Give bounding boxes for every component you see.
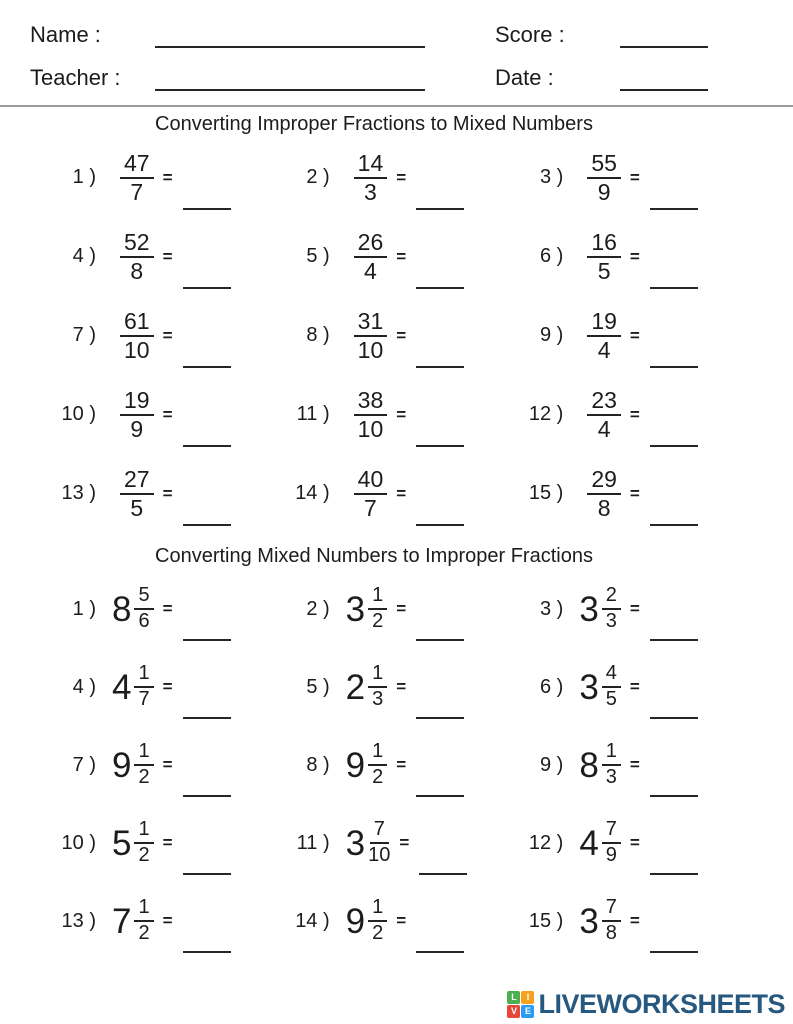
header-row-2 <box>30 61 763 91</box>
equals-sign: = <box>396 677 407 696</box>
logo-tile-v: V <box>507 1005 520 1018</box>
whole-number: 3 <box>345 589 366 629</box>
fraction-numerator: 47 <box>120 151 154 179</box>
fraction-numerator: 4 <box>602 663 621 688</box>
teacher-label: Teacher : <box>30 64 121 90</box>
score-label: Score : <box>495 21 565 47</box>
fraction <box>587 151 621 205</box>
whole-number: 4 <box>579 823 599 863</box>
answer-blank[interactable] <box>650 873 698 875</box>
problem-number: 1 ) <box>72 166 96 188</box>
improper-fraction-problem <box>42 296 276 375</box>
fraction-numerator: 14 <box>354 151 388 179</box>
fraction-numerator: 52 <box>120 230 154 258</box>
equals-sign: = <box>162 167 173 187</box>
fraction-denominator: 9 <box>130 415 144 442</box>
whole-number: 3 <box>579 589 599 629</box>
fraction <box>354 309 388 363</box>
problem-number: 1 ) <box>72 597 96 620</box>
fraction-denominator: 9 <box>605 844 617 866</box>
answer-blank[interactable] <box>650 366 698 368</box>
score-input-line[interactable] <box>620 24 708 48</box>
fraction <box>587 388 621 442</box>
mixed-number-problem <box>276 726 510 804</box>
answer-blank[interactable] <box>416 951 464 953</box>
equals-sign: = <box>629 911 640 930</box>
fraction <box>587 309 621 363</box>
answer-blank[interactable] <box>416 287 464 289</box>
liveworksheets-logo-icon <box>507 991 534 1018</box>
improper-fraction-problem <box>276 138 510 217</box>
answer-blank[interactable] <box>650 795 698 797</box>
improper-fraction-problem <box>509 217 743 296</box>
fraction-numerator: 1 <box>368 585 387 610</box>
fraction-numerator: 26 <box>354 230 388 258</box>
name-input-line[interactable] <box>155 24 425 48</box>
improper-fraction-problem <box>42 454 276 533</box>
equals-sign: = <box>396 325 407 345</box>
whole-number: 5 <box>112 823 132 863</box>
fraction-numerator: 2 <box>602 585 621 610</box>
mixed-number-problem <box>276 570 510 648</box>
fraction-denominator: 8 <box>597 494 611 521</box>
fraction-numerator: 55 <box>587 151 621 179</box>
equals-sign: = <box>629 677 640 696</box>
problem-number: 9 ) <box>539 324 564 346</box>
fraction <box>602 741 621 788</box>
fraction-numerator: 29 <box>587 467 621 495</box>
whole-number: 8 <box>579 745 599 785</box>
problem-number: 7 ) <box>72 324 96 346</box>
improper-fraction-problem <box>509 454 743 533</box>
fraction <box>134 663 153 710</box>
mixed-number-problem <box>42 570 276 648</box>
problem-number: 2 ) <box>306 166 330 188</box>
fraction <box>368 897 387 944</box>
problem-number: 13 ) <box>61 482 96 504</box>
equals-sign: = <box>162 911 173 930</box>
fraction-denominator: 10 <box>357 415 384 442</box>
equals-sign: = <box>396 404 407 424</box>
fraction-numerator: 7 <box>602 819 621 844</box>
equals-sign: = <box>162 755 173 774</box>
mixed-number-problem <box>276 882 510 960</box>
problem-number: 6 ) <box>539 245 564 267</box>
equals-sign: = <box>629 404 640 424</box>
answer-blank[interactable] <box>183 639 231 641</box>
fraction-denominator: 4 <box>597 415 611 442</box>
liveworksheets-logo[interactable] <box>507 989 785 1020</box>
answer-blank[interactable] <box>183 524 231 526</box>
answer-blank[interactable] <box>183 873 231 875</box>
fraction <box>120 467 154 521</box>
fraction <box>368 741 387 788</box>
answer-blank[interactable] <box>416 639 464 641</box>
problem-number: 15 ) <box>528 482 564 504</box>
answer-blank[interactable] <box>183 208 231 210</box>
whole-number: 9 <box>345 745 366 785</box>
improper-fraction-problem <box>42 138 276 217</box>
fraction-numerator: 7 <box>602 897 621 922</box>
fraction <box>120 388 154 442</box>
improper-fraction-problem <box>276 296 510 375</box>
answer-blank[interactable] <box>183 717 231 719</box>
fraction <box>587 230 621 284</box>
equals-sign: = <box>629 483 640 503</box>
liveworksheets-logo-text: LIVEWORKSHEETS <box>538 989 785 1019</box>
problem-number: 14 ) <box>295 482 330 504</box>
answer-blank[interactable] <box>416 366 464 368</box>
fraction-numerator: 19 <box>587 309 621 337</box>
fraction-numerator: 5 <box>134 585 153 610</box>
problem-number: 12 ) <box>528 403 564 425</box>
improper-fraction-problem <box>276 217 510 296</box>
section2-title: Converting Mixed Numbers to Improper Fractions <box>155 545 593 567</box>
equals-sign: = <box>629 167 640 187</box>
improper-fraction-problem <box>509 296 743 375</box>
equals-sign: = <box>396 599 407 618</box>
fraction-denominator: 10 <box>357 336 384 363</box>
equals-sign: = <box>396 246 407 266</box>
whole-number: 3 <box>579 901 599 941</box>
improper-fraction-problem <box>276 375 510 454</box>
fraction <box>602 819 621 866</box>
equals-sign: = <box>162 404 173 424</box>
fraction <box>134 585 153 632</box>
equals-sign: = <box>396 167 407 187</box>
answer-blank[interactable] <box>183 951 231 953</box>
whole-number: 8 <box>112 589 132 629</box>
date-input-line[interactable] <box>620 67 708 91</box>
fraction-denominator: 2 <box>138 922 150 944</box>
section2-grid <box>0 568 793 960</box>
improper-fraction-problem <box>42 217 276 296</box>
equals-sign: = <box>629 246 640 266</box>
fraction-numerator: 7 <box>370 819 389 844</box>
equals-sign: = <box>396 911 407 930</box>
problem-number: 11 ) <box>296 831 330 854</box>
mixed-number-problem <box>509 726 743 804</box>
answer-blank[interactable] <box>416 208 464 210</box>
answer-blank[interactable] <box>183 287 231 289</box>
logo-tile-e: E <box>521 1005 534 1018</box>
answer-blank[interactable] <box>416 717 464 719</box>
whole-number: 3 <box>345 823 366 863</box>
fraction-denominator: 2 <box>372 922 384 944</box>
answer-blank[interactable] <box>650 287 698 289</box>
fraction-numerator: 19 <box>120 388 154 416</box>
equals-sign: = <box>162 599 173 618</box>
equals-sign: = <box>629 325 640 345</box>
fraction-numerator: 23 <box>587 388 621 416</box>
answer-blank[interactable] <box>416 524 464 526</box>
problem-number: 4 ) <box>72 245 96 267</box>
fraction <box>354 388 388 442</box>
problem-number: 9 ) <box>539 753 564 776</box>
fraction-denominator: 3 <box>605 766 617 788</box>
mixed-number-problem <box>509 648 743 726</box>
fraction <box>602 897 621 944</box>
fraction-numerator: 1 <box>602 741 621 766</box>
equals-sign: = <box>396 483 407 503</box>
fraction-numerator: 1 <box>368 897 387 922</box>
fraction-numerator: 16 <box>587 230 621 258</box>
fraction <box>368 819 390 866</box>
problem-number: 13 ) <box>61 909 96 932</box>
mixed-number-problem <box>276 648 510 726</box>
answer-blank[interactable] <box>416 795 464 797</box>
problem-number: 10 ) <box>61 831 96 854</box>
fraction-numerator: 1 <box>134 897 153 922</box>
problem-number: 3 ) <box>539 597 564 620</box>
fraction <box>354 467 388 521</box>
fraction <box>587 467 621 521</box>
fraction <box>134 897 153 944</box>
mixed-number-problem <box>509 882 743 960</box>
improper-fraction-problem <box>276 454 510 533</box>
equals-sign: = <box>629 833 640 852</box>
mixed-number-problem <box>42 648 276 726</box>
worksheet-header <box>0 0 793 91</box>
fraction <box>368 585 387 632</box>
problem-number: 12 ) <box>528 831 564 854</box>
fraction-denominator: 7 <box>364 494 377 521</box>
problem-number: 8 ) <box>306 324 330 346</box>
problem-number: 7 ) <box>72 753 96 776</box>
problem-number: 6 ) <box>539 675 564 698</box>
fraction-numerator: 27 <box>120 467 154 495</box>
fraction-denominator: 2 <box>138 844 150 866</box>
mixed-number-problem <box>42 726 276 804</box>
problem-number: 5 ) <box>306 675 330 698</box>
fraction <box>120 151 154 205</box>
problem-number: 10 ) <box>61 403 96 425</box>
fraction <box>134 819 153 866</box>
fraction <box>120 230 154 284</box>
fraction-denominator: 3 <box>364 178 377 205</box>
mixed-number-problem <box>276 804 510 882</box>
fraction-numerator: 38 <box>354 388 388 416</box>
teacher-input-line[interactable] <box>155 67 425 91</box>
fraction <box>602 585 621 632</box>
answer-blank[interactable] <box>419 873 467 875</box>
fraction-denominator: 2 <box>138 766 150 788</box>
logo-tile-i: I <box>521 991 534 1004</box>
fraction-denominator: 3 <box>605 610 617 632</box>
equals-sign: = <box>162 483 173 503</box>
date-label: Date : <box>495 64 554 90</box>
fraction <box>368 663 387 710</box>
mixed-number-problem <box>509 570 743 648</box>
problem-number: 11 ) <box>296 403 330 425</box>
header-row-1 <box>30 18 763 48</box>
equals-sign: = <box>162 833 173 852</box>
problem-number: 2 ) <box>306 597 330 620</box>
equals-sign: = <box>162 325 173 345</box>
fraction <box>134 741 153 788</box>
whole-number: 3 <box>579 667 599 707</box>
fraction <box>354 230 388 284</box>
fraction <box>602 663 621 710</box>
fraction-denominator: 5 <box>605 688 617 710</box>
whole-number: 4 <box>112 667 132 707</box>
answer-blank[interactable] <box>650 208 698 210</box>
whole-number: 9 <box>112 745 132 785</box>
fraction-numerator: 40 <box>354 467 388 495</box>
problem-number: 4 ) <box>72 675 96 698</box>
logo-tile-l: L <box>507 991 520 1004</box>
answer-blank[interactable] <box>650 639 698 641</box>
equals-sign: = <box>399 833 410 852</box>
fraction-numerator: 1 <box>368 741 387 766</box>
fraction-denominator: 5 <box>597 257 611 284</box>
fraction-denominator: 8 <box>130 257 144 284</box>
header-divider <box>0 105 793 107</box>
whole-number: 2 <box>345 667 366 707</box>
improper-fraction-problem <box>509 138 743 217</box>
section1-title: Converting Improper Fractions to Mixed Numbers <box>155 113 593 135</box>
fraction-denominator: 7 <box>138 688 150 710</box>
fraction-denominator: 2 <box>372 766 384 788</box>
fraction-denominator: 7 <box>130 178 144 205</box>
equals-sign: = <box>396 755 407 774</box>
improper-fraction-problem <box>42 375 276 454</box>
fraction <box>354 151 388 205</box>
fraction-numerator: 1 <box>134 663 153 688</box>
answer-blank[interactable] <box>183 445 231 447</box>
answer-blank[interactable] <box>650 445 698 447</box>
equals-sign: = <box>162 246 173 266</box>
section1-grid <box>0 136 793 533</box>
equals-sign: = <box>629 755 640 774</box>
answer-blank[interactable] <box>650 524 698 526</box>
answer-blank[interactable] <box>650 951 698 953</box>
answer-blank[interactable] <box>416 445 464 447</box>
improper-fraction-problem <box>509 375 743 454</box>
equals-sign: = <box>162 677 173 696</box>
mixed-number-problem <box>509 804 743 882</box>
fraction-numerator: 1 <box>368 663 387 688</box>
fraction <box>120 309 154 363</box>
problem-number: 3 ) <box>539 166 564 188</box>
fraction-numerator: 1 <box>134 819 153 844</box>
problem-number: 15 ) <box>528 909 564 932</box>
answer-blank[interactable] <box>183 366 231 368</box>
problem-number: 14 ) <box>295 909 330 932</box>
fraction-numerator: 1 <box>134 741 153 766</box>
fraction-denominator: 3 <box>372 688 384 710</box>
fraction-denominator: 5 <box>130 494 144 521</box>
mixed-number-problem <box>42 804 276 882</box>
fraction-denominator: 10 <box>368 844 391 866</box>
answer-blank[interactable] <box>183 795 231 797</box>
fraction-denominator: 4 <box>597 336 611 363</box>
fraction-denominator: 2 <box>372 610 384 632</box>
whole-number: 9 <box>345 901 366 941</box>
whole-number: 7 <box>112 901 132 941</box>
fraction-numerator: 61 <box>120 309 154 337</box>
name-label: Name : <box>30 21 101 47</box>
mixed-number-problem <box>42 882 276 960</box>
fraction-denominator: 4 <box>364 257 377 284</box>
problem-number: 8 ) <box>306 753 330 776</box>
fraction-numerator: 31 <box>354 309 388 337</box>
fraction-denominator: 9 <box>597 178 611 205</box>
equals-sign: = <box>629 599 640 618</box>
problem-number: 5 ) <box>306 245 330 267</box>
fraction-denominator: 10 <box>124 336 150 363</box>
answer-blank[interactable] <box>650 717 698 719</box>
fraction-denominator: 8 <box>605 922 617 944</box>
fraction-denominator: 6 <box>138 610 150 632</box>
